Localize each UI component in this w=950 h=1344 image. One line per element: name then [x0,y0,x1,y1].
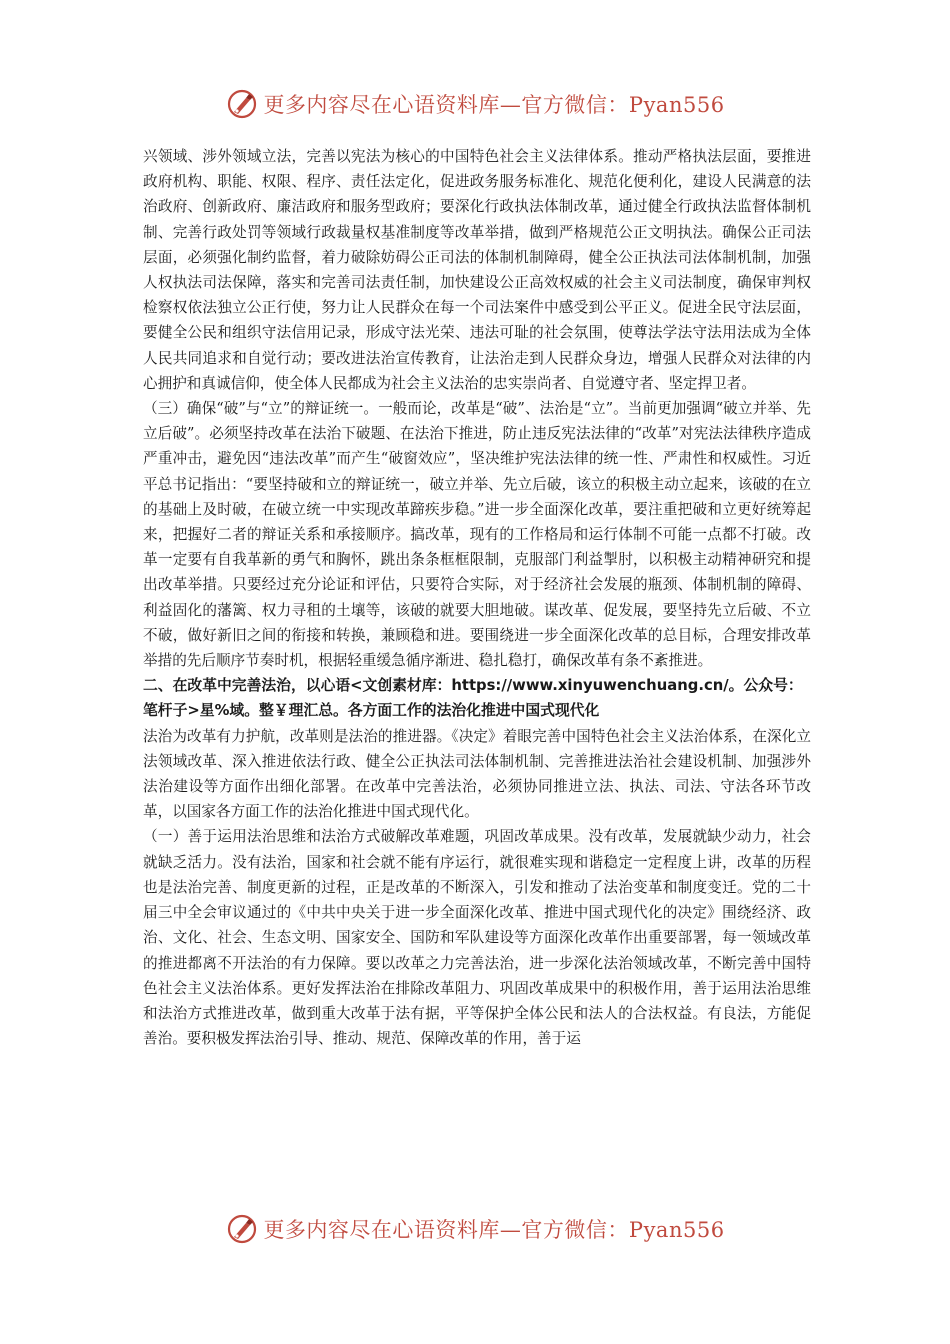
paragraph: （三）确保“破”与“立”的辩证统一。一般而论，改革是“破”、法治是“立”。当前更加强调“破立并举、先立后破”。必须坚持改革在法治下破题、在法治下推进，防止违反宪法法律的“改革”对宪法法律秩序造成严重冲击，避免因“违法改革”而产生“破窗效应”，坚决维护宪法法律的统一性、严肃性和权威性。习近平总书记指出：“要坚持破和立的辩证统一，破立并举、先立后破，该立的积极主动立起来，该破的在立的基础上及时破，在破立统一中实现改革蹄疾步稳。”进一步全面深化改革，要注重把破和立更好统筹起来，把握好二者的辩证关系和承接顺序。搞改革，现有的工作格局和运行体制不可能一点都不打破。改革一定要有自我革新的勇气和胸怀，跳出条条框框限制，克服部门利益掣肘，以积极主动精神研究和提出改革举措。只要经过充分论证和评估，只要符合实际，对于经济社会发展的瓶颈、体制机制的障碍、利益固化的藩篱、权力寻租的土壤等，该破的就要大胆地破。谋改革、促发展，要坚持先立后破、不立不破，做好新旧之间的衔接和转换，兼顾稳和进。要围绕进一步全面深化改革的总目标，合理安排改革举措的先后顺序节奏时机，根据轻重缓急循序渐进、稳扎稳打，确保改革有条不紊推进。 [143,400,811,670]
paragraph: （一）善于运用法治思维和法治方式破解改革难题，巩固改革成果。没有改革，发展就缺少动力，社会就缺乏活力。没有法治，国家和社会就不能有序运行，就很难实现和谐稳定一定程度上讲，改革的历程也是法治完善、制度更新的过程，正是改革的不断深入，引发和推动了法治变革和制度变迁。党的二十届三中全会审议通过的《中共中央关于进一步全面深化改革、推进中国式现代化的决定》围绕经济、政治、文化、社会、生态文明、国家安全、国防和军队建设等方面深化改革作出重要部署，每一领域改革的推进都离不开法治的有力保障。要以改革之力完善法治，进一步深化法治领域改革，不断完善中国特色社会主义法治体系。更好发挥法治在排除改革阻力、巩固改革成果中的积极作用，善于运用法治思维和法治方式推进改革，做到重大改革于法有据，平等保护全体公民和法人的合法权益。有良法，方能促善治。要积极发挥法治引导、推动、规范、保障改革的作用，善于运 [143,828,811,1048]
document-body [143,144,811,1051]
footer-watermark-banner [0,1207,950,1251]
section-heading: 二、在改革中完善法治，以心语<文创素材库：https://www.xinyuwenchuang.cn/。公众号：笔杆子>星%域。整￥理汇总。各方面工作的法治化推进中国式现代化 [143,677,803,720]
paragraph: 兴领域、涉外领域立法，完善以宪法为核心的中国特色社会主义法律体系。推动严格执法层面，要推进政府机构、职能、权限、程序、责任法定化，促进政务服务标准化、规范化便利化，建设人民满意的法治政府、创新政府、廉洁政府和服务型政府；要深化行政执法体制改革，通过健全行政执法监督体制机制、完善行政处罚等领域行政裁量权基准制度等改革举措，做到严格规范公正文明执法。确保公正司法层面，必须强化制约监督，着力破除妨碍公正司法的体制机制障碍，健全公正执法司法体制机制，加强人权执法司法保障，落实和完善司法责任制，加快建设公正高效权威的社会主义司法制度，确保审判权检察权依法独立公正行使，努力让人民群众在每一个司法案件中感受到公平正义。促进全民守法层面，要健全公民和组织守法信用记录，形成守法光荣、违法可耻的社会氛围，使尊法学法守法用法成为全体人民共同追求和自觉行动；要改进法治宣传教育，让法治走到人民群众身边，增强人民群众对法律的内心拥护和真诚信仰，使全体人民都成为社会主义法治的忠实崇尚者、自觉遵守者、坚定捍卫者。 [143,148,811,392]
pen-nib-logo-icon [225,1212,259,1246]
header-watermark-text: 更多内容尽在心语资料库—官方微信：Pyan556 [263,93,725,117]
pen-nib-logo-icon [225,87,259,121]
header-watermark-banner [0,82,950,126]
paragraph: 法治为改革有力护航，改革则是法治的推进器。《决定》着眼完善中国特色社会主义法治体系，在深化立法领域改革、深入推进依法行政、健全公正执法司法体制机制、完善推进法治社会建设机制、加强涉外法治建设等方面作出细化部署。在改革中完善法治，必须协同推进立法、执法、司法、守法各环节改革，以国家各方面工作的法治化推进中国式现代化。 [143,727,811,821]
footer-watermark-text: 更多内容尽在心语资料库—官方微信：Pyan556 [263,1218,725,1242]
